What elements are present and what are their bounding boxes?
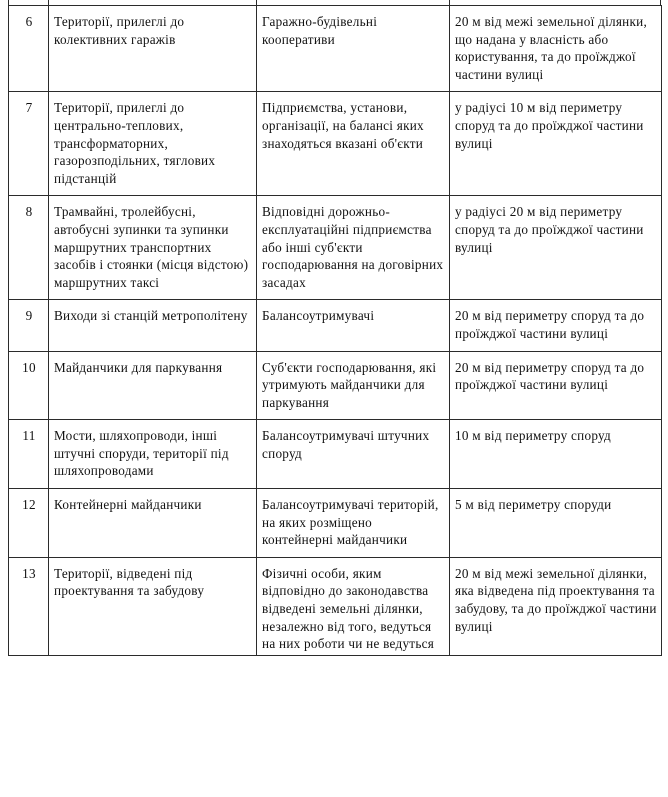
row-number: 6 [9,6,49,92]
table-row [9,557,662,655]
row-distance: 20 м від межі земельної ділянки, яка відведена під проектування та забудову, та до проїжджої частини вулиці [450,557,662,655]
row-number: 9 [9,300,49,351]
row-object: Території, відведені під проектування та забудову [49,557,257,655]
regulatory-table [8,5,662,656]
table-row [9,196,662,300]
row-responsible: Балансоутримувачі штучних споруд [257,420,450,489]
table-row [9,92,662,196]
row-distance: 20 м від периметру споруд та до проїжджої частини вулиці [450,300,662,351]
row-responsible: Гаражно-будівельні кооперативи [257,6,450,92]
row-number: 7 [9,92,49,196]
row-distance: 20 м від межі земельної ділянки, що надана у власність або користування, та до проїжджої частини вулиці [450,6,662,92]
row-object: Території, прилеглі до центрально-теплових, трансформаторних, газорозподільних, тяглових підстанцій [49,92,257,196]
row-number: 11 [9,420,49,489]
row-number: 10 [9,351,49,420]
row-object: Виходи зі станцій метрополітену [49,300,257,351]
row-distance: у радіусі 10 м від периметру споруд та до проїжджої частини вулиці [450,92,662,196]
row-object: Трамвайні, тролейбусні, автобусні зупинки та зупинки маршрутних транспортних засобів і стоянки (місця відстою) маршрутних таксі [49,196,257,300]
row-distance: 20 м від периметру споруд та до проїжджої частини вулиці [450,351,662,420]
table-row [9,300,662,351]
table-row [9,489,662,558]
row-object: Контейнерні майданчики [49,489,257,558]
row-number: 12 [9,489,49,558]
table-body [9,6,662,656]
row-responsible: Балансоутримувачі територій, на яких розміщено контейнерні майданчики [257,489,450,558]
row-number: 13 [9,557,49,655]
row-distance: у радіусі 20 м від периметру споруд та до проїжджої частини вулиці [450,196,662,300]
table-row [9,6,662,92]
row-responsible: Підприємства, установи, організації, на балансі яких знаходяться вказані об'єкти [257,92,450,196]
row-object: Території, прилеглі до колективних гаражів [49,6,257,92]
row-distance: 10 м від периметру споруд [450,420,662,489]
row-responsible: Відповідні дорожньо-експлуатаційні підприємства або інші суб'єкти господарювання на договірних засадах [257,196,450,300]
table-row [9,351,662,420]
row-responsible: Фізичні особи, яким відповідно до законодавства відведені земельні ділянки, незалежно від того, ведуться на них роботи чи не ведуться [257,557,450,655]
row-object: Майданчики для паркування [49,351,257,420]
table-row [9,420,662,489]
row-distance: 5 м від периметру споруди [450,489,662,558]
row-number: 8 [9,196,49,300]
row-responsible: Суб'єкти господарювання, які утримують майданчики для паркування [257,351,450,420]
row-object: Мости, шляхопроводи, інші штучні споруди, території під шляхопроводами [49,420,257,489]
row-responsible: Балансоутримувачі [257,300,450,351]
